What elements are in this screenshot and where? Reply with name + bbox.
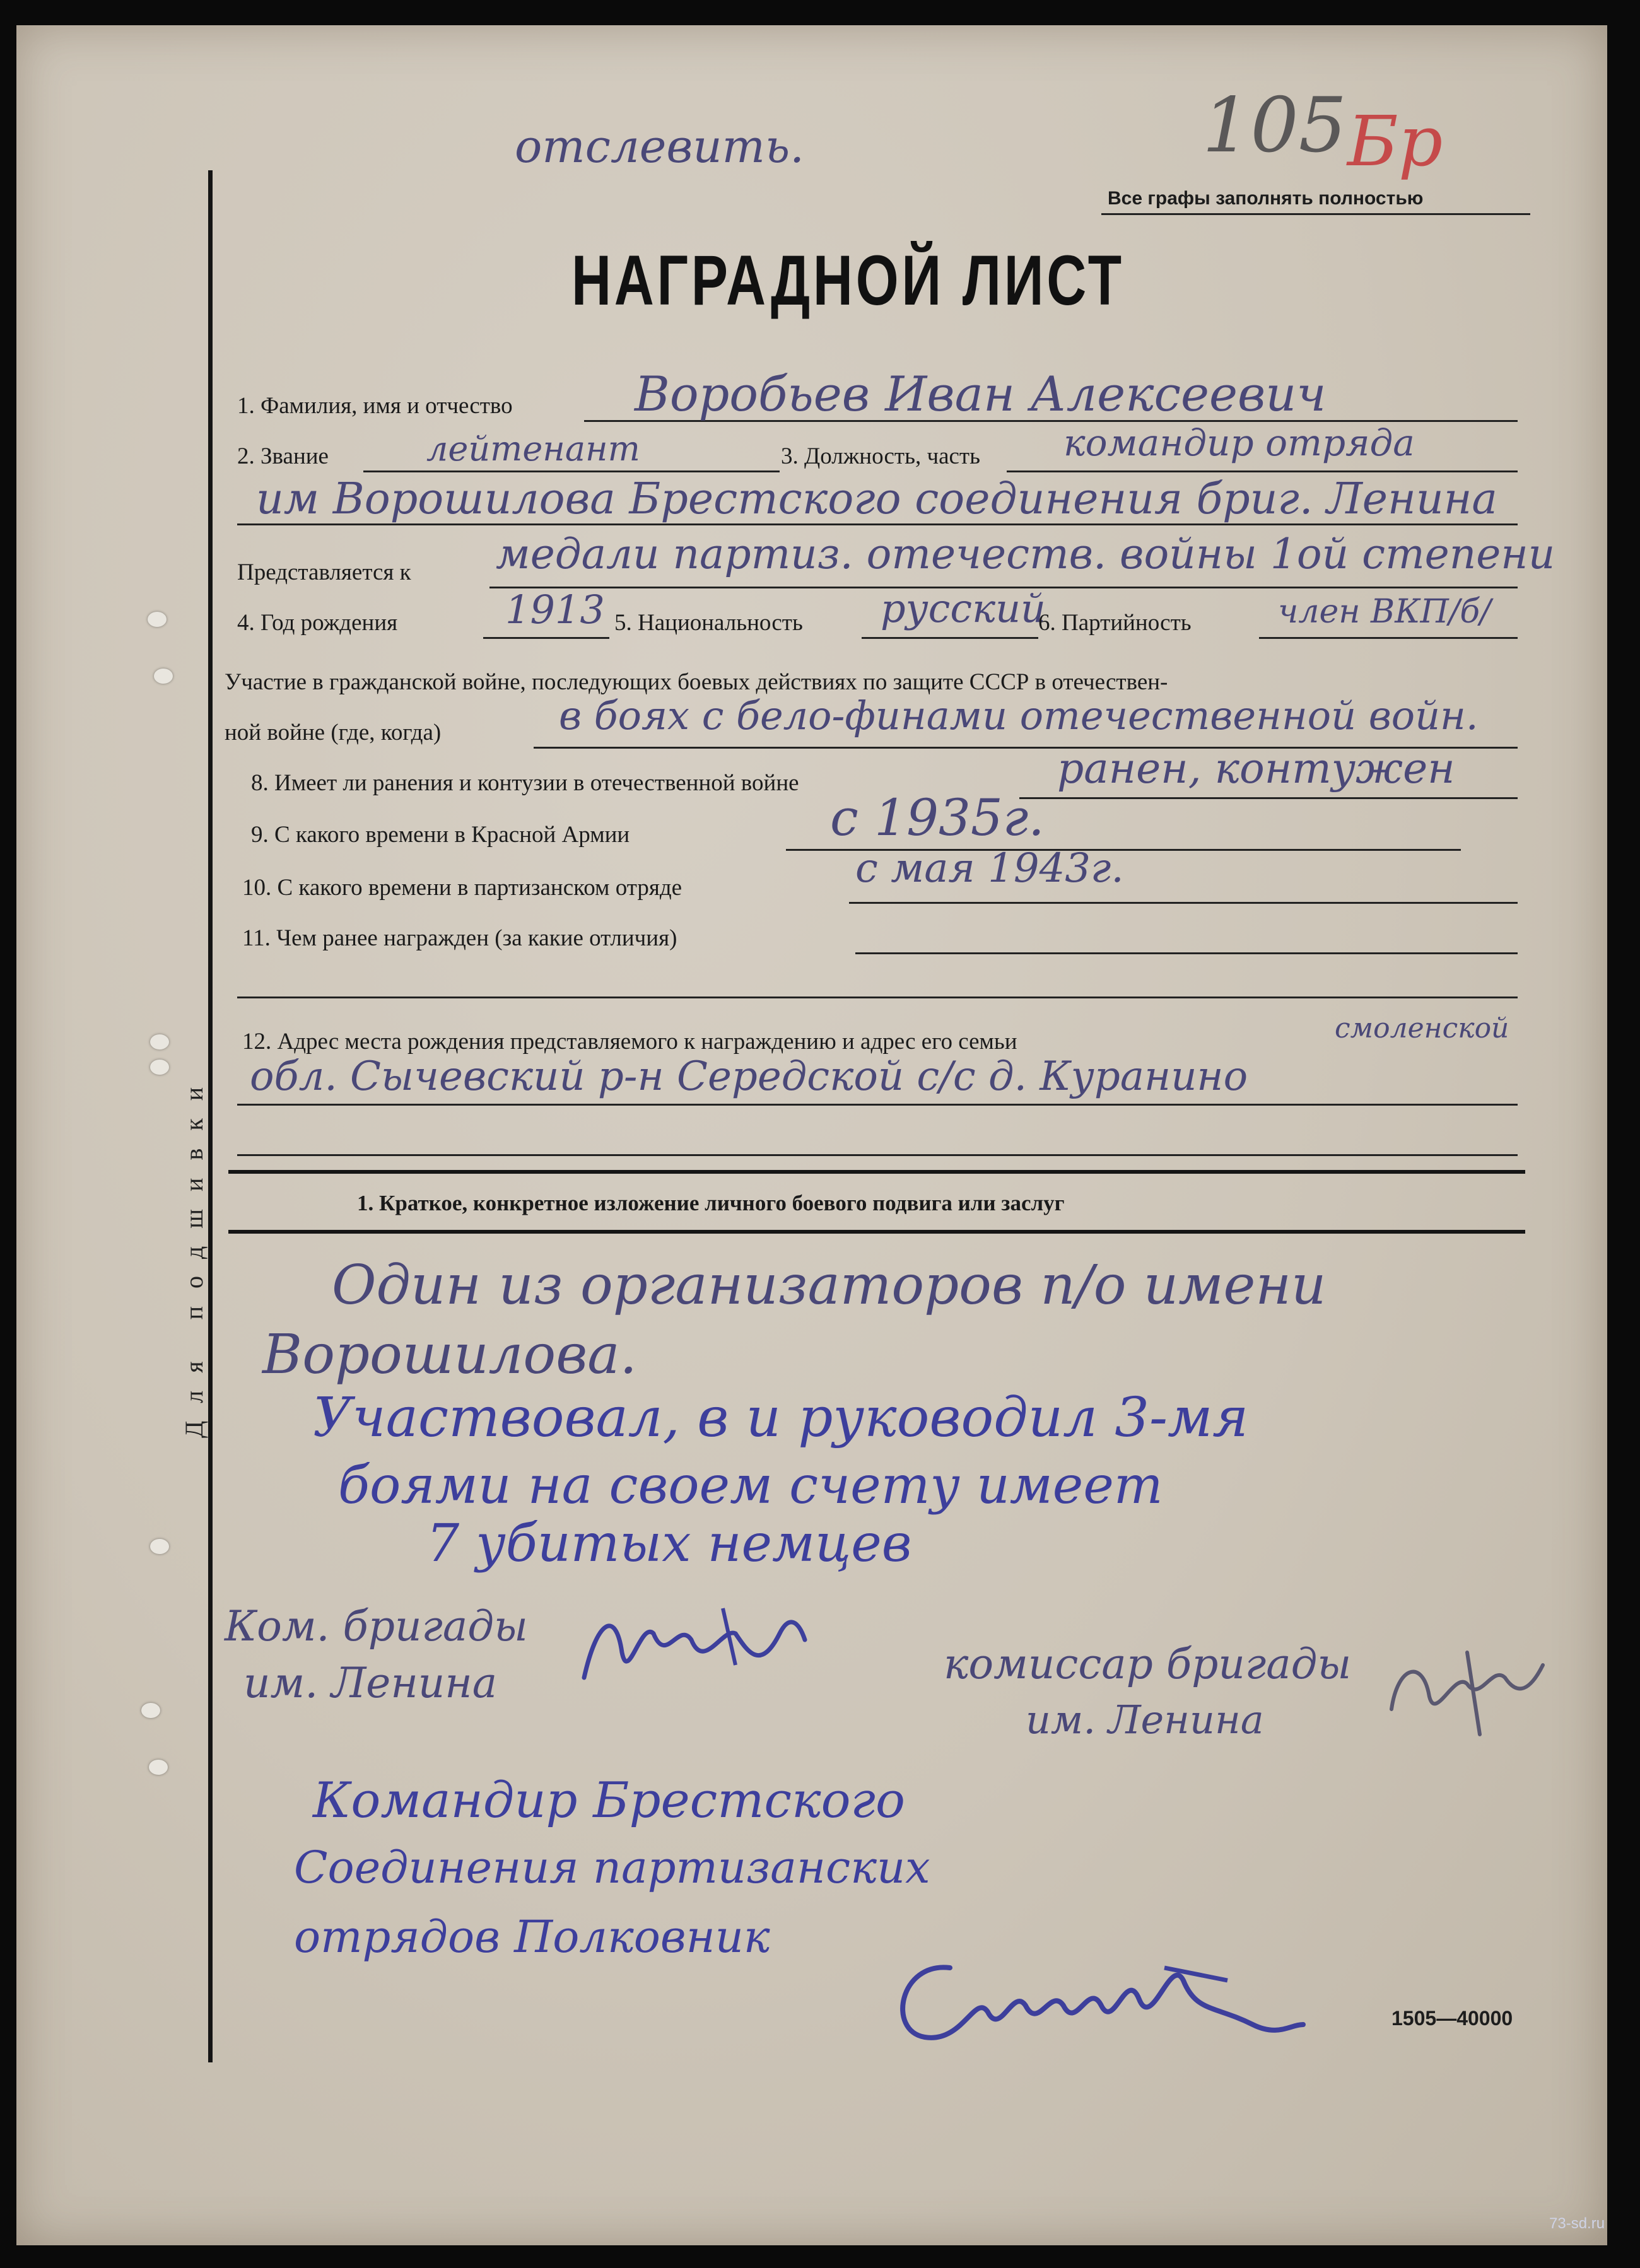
brigade-commissar-title: комиссар бригады <box>944 1640 1352 1688</box>
watermark: 73-sd.ru <box>1549 2215 1605 2232</box>
binding-label: Для подшивки <box>180 1069 208 1438</box>
formation-commander-line-2: Соединения партизанских <box>294 1842 930 1893</box>
punch-hole <box>154 669 173 684</box>
binding-line <box>208 170 213 2062</box>
field-5-label: 5. Национальность <box>614 610 803 636</box>
section-bottom-rule <box>228 1230 1525 1234</box>
document-title: НАГРАДНОЙ ЛИСТ <box>571 241 1125 320</box>
field-3-label: 3. Должность, часть <box>781 443 980 469</box>
field-10-value: с мая 1943г. <box>855 845 1124 892</box>
section-heading: 1. Краткое, конкретное изложение личного боевого подвига или заслуг <box>357 1191 1065 1215</box>
formation-commander-line-3: отрядов Полковник <box>294 1911 770 1963</box>
field-11-line-2 <box>237 997 1518 998</box>
representation-label: Представляется к <box>237 559 411 585</box>
field-1-value: Воробьев Иван Алексеевич <box>635 366 1327 422</box>
field-3-value-1: командир отряда <box>1063 421 1415 464</box>
corner-number: 105 <box>1202 82 1347 170</box>
field-6-label: 6. Партийность <box>1038 610 1192 636</box>
narrative-line-5: 7 убитых немцев <box>426 1514 912 1574</box>
field-12-value-1: смоленской <box>1335 1012 1509 1044</box>
field-12-label: 12. Адрес места рождения представляемого к награждению и адрес его семьи <box>242 1029 1017 1055</box>
punch-hole <box>148 612 167 627</box>
brigade-commander-signature <box>571 1596 836 1697</box>
field-3-value-2: им Ворошилова Брестского соединения бриг. Ленина <box>256 474 1497 524</box>
field-2-value: лейтенант <box>426 429 640 469</box>
field-9-value: с 1935г. <box>830 788 1045 847</box>
representation-value: медали партиз. отечеств. войны 1ой степени <box>496 530 1555 578</box>
field-12-value-2: обл. Сычевский р-н Середской с/с д. Куранино <box>250 1053 1248 1100</box>
field-8-label: 8. Имеет ли ранения и контузии в отечественной войне <box>251 770 799 796</box>
field-2-label: 2. Звание <box>237 443 329 469</box>
narrative-line-1: Один из организаторов п/о имени <box>332 1254 1327 1317</box>
field-10-label: 10. С какого времени в партизанском отряде <box>242 875 682 901</box>
field-10-line <box>849 902 1518 904</box>
formation-commander-signature <box>874 1930 1328 2075</box>
top-annotation: отслевить. <box>515 120 805 173</box>
brigade-commander-title: Ком. бригады <box>225 1602 528 1651</box>
narrative-line-3: Участвовал, в и руководил 3-мя <box>313 1386 1249 1449</box>
field-9-label: 9. С какого времени в Красной Армии <box>251 822 630 848</box>
field-8-line <box>1019 797 1518 799</box>
narrative-line-2: Ворошилова. <box>262 1323 637 1386</box>
civil-war-value: в боях с бело-финами отечественной войн. <box>559 693 1479 739</box>
punch-hole <box>150 1060 169 1075</box>
field-4-line <box>483 637 609 639</box>
punch-hole <box>150 1034 169 1049</box>
instruction-note: Все графы заполнять полностью <box>1108 188 1424 209</box>
brigade-commander-unit: им. Ленина <box>243 1659 498 1707</box>
corner-mark: Бр <box>1347 101 1443 182</box>
field-2-line <box>363 471 780 472</box>
punch-hole <box>149 1760 168 1775</box>
brigade-commissar-signature <box>1379 1640 1568 1747</box>
field-12-line <box>237 1104 1518 1106</box>
field-4-value: 1913 <box>505 587 605 633</box>
field-11-line <box>855 952 1518 954</box>
field-5-value: русский <box>881 585 1046 631</box>
formation-commander-line-1: Командир Брестского <box>313 1772 905 1829</box>
award-sheet <box>16 25 1607 2245</box>
print-code: 1505—40000 <box>1391 2007 1513 2030</box>
field-6-line <box>1259 637 1518 639</box>
field-4-label: 4. Год рождения <box>237 610 398 636</box>
field-11-label: 11. Чем ранее награжден (за какие отличия) <box>242 925 677 951</box>
civil-war-label-1: Участие в гражданской войне, последующих боевых действиях по защите СССР в отечествен- <box>225 669 1168 695</box>
field-5-line <box>862 637 1038 639</box>
field-1-label: 1. Фамилия, имя и отчество <box>237 393 513 419</box>
civil-war-label-2: ной войне (где, когда) <box>225 720 442 745</box>
instruction-underline <box>1101 213 1530 215</box>
punch-hole <box>141 1703 160 1718</box>
narrative-line-4: боями на своем счету имеет <box>338 1456 1163 1516</box>
field-12-line-2 <box>237 1154 1518 1156</box>
field-8-value: ранен, контужен <box>1057 744 1455 793</box>
section-top-rule <box>228 1170 1525 1174</box>
brigade-commissar-unit: им. Ленина <box>1026 1697 1264 1743</box>
punch-hole <box>150 1539 169 1554</box>
field-6-value: член ВКП/б/ <box>1278 593 1491 631</box>
field-3-line <box>1007 471 1518 472</box>
